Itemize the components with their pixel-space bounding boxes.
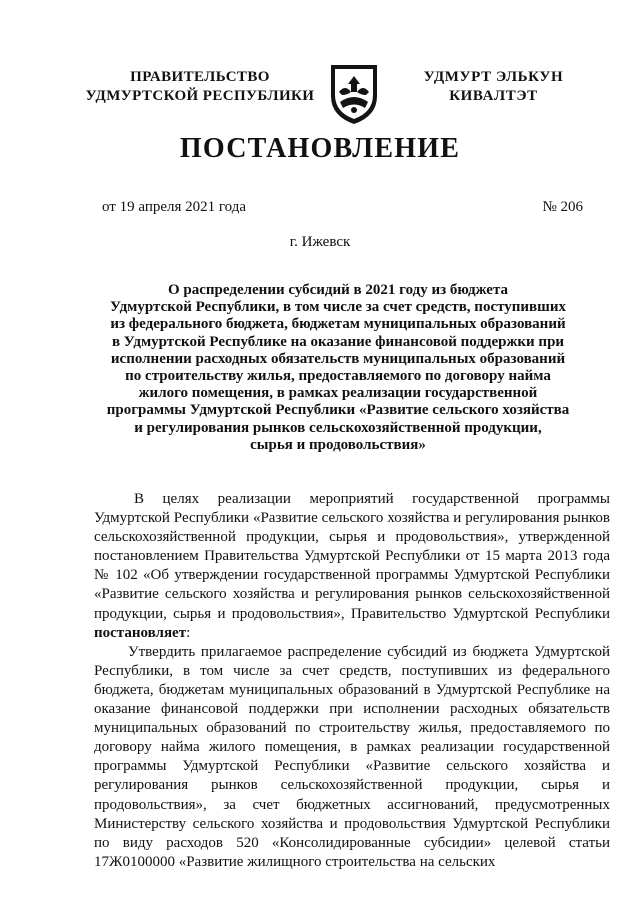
title-line: в Удмуртской Республике на оказание финансовой поддержки при (111, 333, 565, 350)
title-line: О распределении субсидий в 2021 году из бюджета (168, 282, 508, 298)
issuer-line-2: УДМУРТСКОЙ РЕСПУБЛИКИ (85, 88, 315, 104)
document-header (0, 62, 640, 132)
preamble-paragraph (94, 490, 610, 643)
title-line: Удмуртской Республики, в том числе за счет средств, поступивших (110, 299, 566, 316)
issuer-name-russian (84, 68, 316, 106)
coat-of-arms-emblem-icon (327, 62, 381, 126)
title-line: по строительству жилья, предоставляемого по договору найма (125, 368, 551, 385)
title-line: и регулирования рынков сельскохозяйственной продукции, (134, 419, 542, 436)
preamble-text: В целях реализации мероприятий государственной программы Удмуртской Республики «Развитие сельского хозяйства и регулирования рынков сельскохозяйственной продукции, сырья и продовольствия», утвержденной постановлением Правительства Удмуртской Республики от 15 марта 2013 года № 102 «Об утверждении государственной программы Удмуртской Республики «Развитие сельского хозяйства и регулирования рынков сельскохозяйственной продукции, сырья и продовольствия», Правительство Удмуртской Республики (94, 491, 610, 622)
document-number: № 206 (542, 199, 583, 215)
resolution-title (98, 282, 578, 454)
title-line: жилого помещения, в рамках реализации государственной (138, 385, 538, 402)
title-line: из федерального бюджета, бюджетам муниципальных образований (110, 316, 566, 333)
title-line: программы Удмуртской Республики «Развитие сельского хозяйства (106, 402, 570, 419)
document-date: от 19 апреля 2021 года (102, 199, 247, 215)
document-city: г. Ижевск (289, 234, 351, 250)
document-type-title: ПОСТАНОВЛЕНИЕ (179, 133, 461, 164)
operative-paragraph: Утвердить прилагаемое распределение субсидий из бюджета Удмуртской Республики, в том числе за счет средств, поступивших из федерального бюджета, бюджетам муниципальных образований в Удмуртской Республике на оказание финансовой поддержки при исполнении расходных обязательств муниципальных образований по строительству жилья, предоставляемого по договору найма жилого помещения, в рамках реализации государственной программы Удмуртской Республики «Развитие сельского хозяйства и регулирования рынков сельскохозяйственной продукции, сырья и продовольствия», за счет бюджетных ассигнований, предусмотренных Министерству сельского хозяйства и продовольствия Удмуртской Республики по виду расходов 520 «Консолидированные субсидии» целевой статьи 17Ж0100000 «Развитие жилищного строительства на сельских (94, 643, 610, 870)
issuer-name-udmurt (416, 68, 571, 106)
issuer-udmurt-line-1: УДМУРТ ЭЛЬКУН (423, 69, 564, 85)
preamble-colon: : (186, 624, 191, 641)
title-line: исполнении расходных обязательств муниципальных образований (110, 350, 566, 367)
issuer-line-1: ПРАВИТЕЛЬСТВО (130, 69, 270, 85)
decree-keyword: постановляет (94, 624, 187, 641)
issuer-udmurt-line-2: КИВАЛТЭТ (449, 88, 538, 104)
document-body (94, 490, 610, 872)
title-line: сырья и продовольствия» (250, 436, 426, 453)
